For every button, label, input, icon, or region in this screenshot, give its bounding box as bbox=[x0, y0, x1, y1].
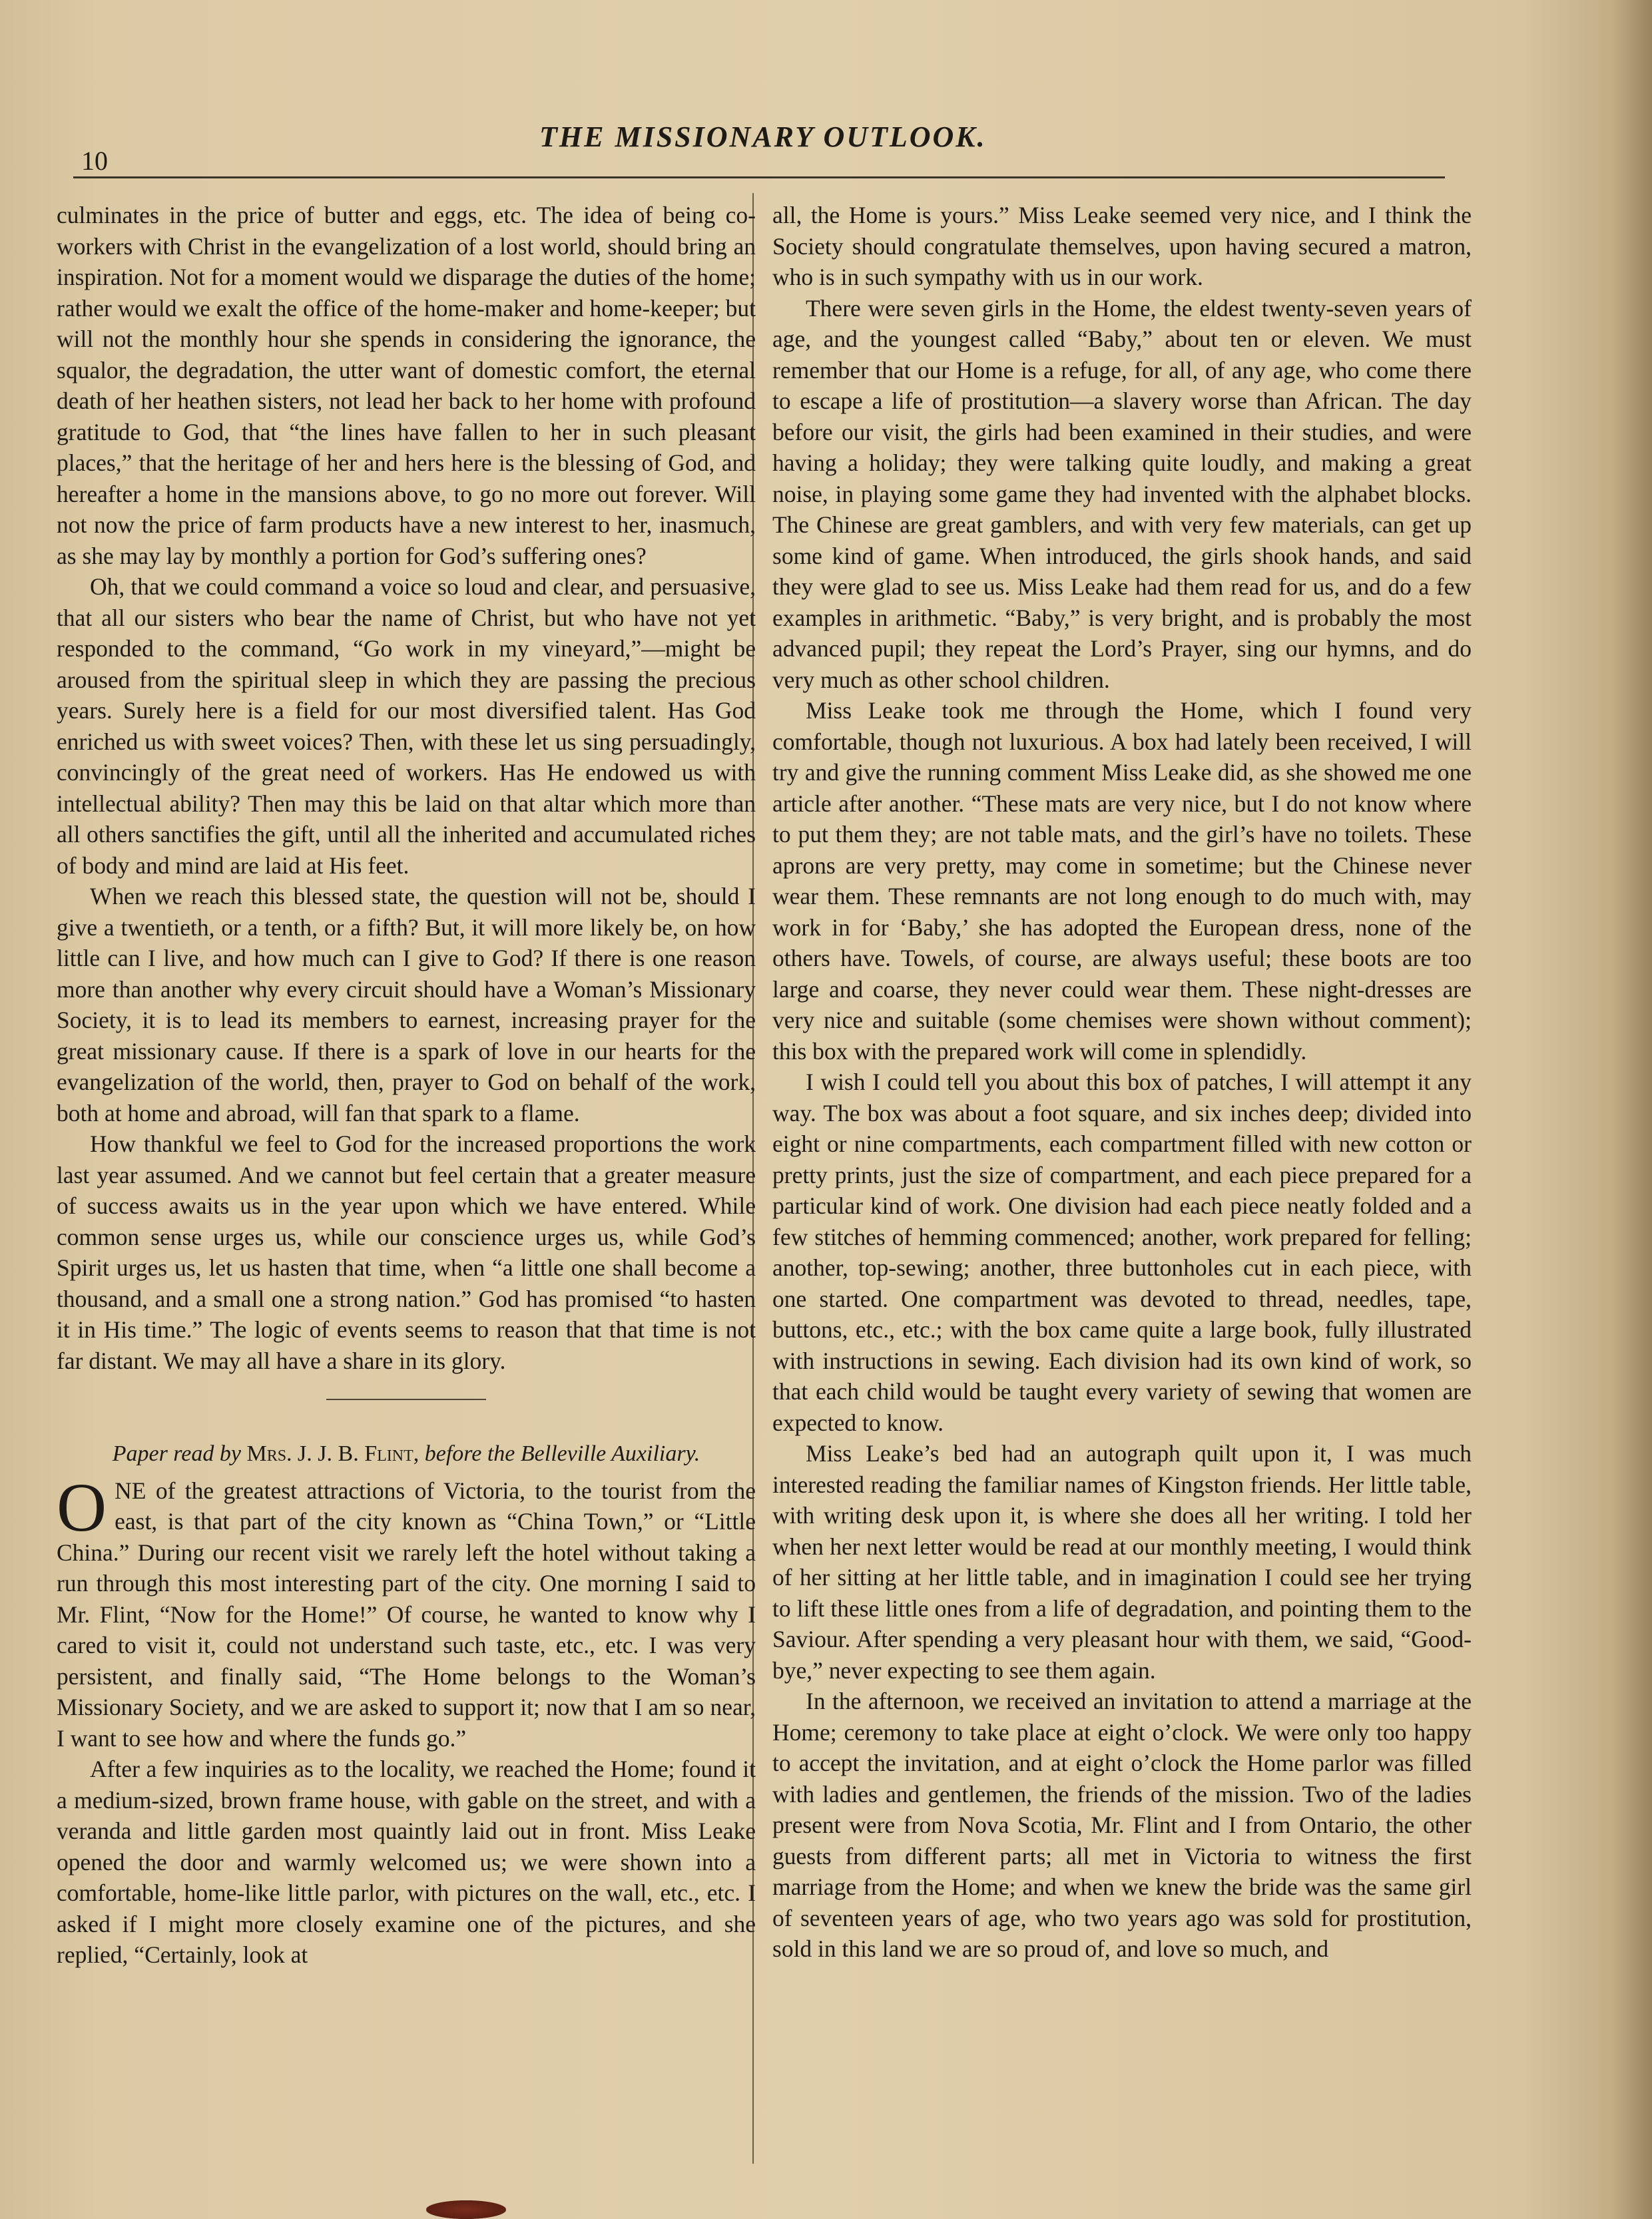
separator-rule bbox=[326, 1399, 486, 1400]
paragraph: There were seven girls in the Home, the eldest twenty-seven years of age, and the youngest called “Baby,” about ten or eleven. We must remember that our Home is a refuge, for all, of any age, who come there to escape a life of prostitution—a slavery worse than African. The day before our visit, the girls had been examined in their studies, and were having a holiday; they were talking quite loudly, and making a great noise, in playing some game they had invented with the alphabet blocks. The Chinese are great gamblers, and with very few materials, can get up some kind of game. When introduced, the girls shook hands, and said they were glad to see us. Miss Leake had them read for us, and do a few examples in arithmetic. “Baby,” is very bright, and is probably the most advanced pupil; they repeat the Lord’s Prayer, sing our hymns, and do very much as other school children. bbox=[772, 294, 1472, 693]
right-column bbox=[772, 200, 1472, 2170]
paragraph: Oh, that we could command a voice so loud and clear, and persuasive, that all our sisters who bear the name of Christ, but who have not yet responded to the command, “Go work in my vineyard,”—might be aroused from the spiritual sleep in which they are passing the precious years. Surely here is a field for our most diversified talent. Has God enriched us with sweet voices? Then, with these let us sing persuadingly, convincingly of the great need of workers. Has He endowed us with intellectual ability? Then may this be laid on that altar which more than all others sanctifies the gift, until all the inherited and accumulated riches of body and mind are laid at His feet. bbox=[57, 573, 756, 879]
paragraph: Miss Leake’s bed had an autograph quilt upon it, I was much interested reading the familiar names of Kingston friends. Her little table, with writing desk upon it, is where she does all her writing. I told her when her next letter would be read at our monthly meeting, I would think of her sitting at her little table, and in imagination I could see her trying to lift these little ones from a life of degradation, and pointing them to the Saviour. After spending a very pleasant hour with them, we said, “Good-bye,” never expecting to see them again. bbox=[772, 1440, 1472, 1684]
paragraph: When we reach this blessed state, the question will not be, should I give a twentieth, or a tenth, or a fifth? But, it will more likely be, on how little can I live, and how much can I give to God? If there is one reason more than another why every circuit should have a Woman’s Missionary Society, it is to lead its members to earnest, increasing prayer for the great missionary cause. If there is a spark of love in our hearts for the evangelization of the world, then, prayer to God on behalf of the work, both at home and abroad, will fan that spark to a flame. bbox=[57, 883, 756, 1126]
thumb-shadow bbox=[426, 2200, 506, 2219]
paragraph: How thankful we feel to God for the increased proportions the work last year assumed. And we cannot but feel certain that a greater measure of success awaits us in the year upon which we have entered. While common sense urges us, while our conscience urges us, while God’s Spirit urges us, let us hasten that time, when “a little one shall become a thousand, and a small one a strong nation.” God has promised “to hasten it in His time.” The logic of events seems to reason that that time is not far distant. We may all have a share in its glory. bbox=[57, 1130, 756, 1374]
byline bbox=[57, 1439, 756, 1469]
left-column bbox=[57, 200, 756, 2164]
paragraph: After a few inquiries as to the locality, we reached the Home; found it a medium-sized, brown frame house, with gable on the street, and with a veranda and little garden most quaintly laid out in front. Miss Leake opened the door and warmly welcomed us; we were shown into a comfortable, home-like little parlor, with pictures on the wall, etc., etc. I asked if I might more closely examine one of the pictures, and she replied, “Certainly, look at bbox=[57, 1756, 756, 1968]
paragraph: Miss Leake took me through the Home, which I found very comfortable, though not luxurious. A box had lately been received, I will try and give the running comment Miss Leake did, as she showed me one article after another. “These mats are very nice, but I do not know where to put them they; are not table mats, and the girl’s have no toilets. These aprons are very pretty, may come in sometime; but the Chinese never wear them. These remnants are not long enough to do much with, may work in for ‘Baby,’ she has adopted the European dress, none of the others have. Towels, of course, are always useful; these boots are too large and coarse, they never could wear them. These night-dresses are very nice and suitable (some chemises were shown without comment); this box with the prepared work will come in splendidly. bbox=[772, 697, 1472, 1065]
byline-prefix: Paper read by bbox=[112, 1441, 241, 1466]
dropcap-paragraph-text: NE of the greatest attractions of Victoria, to the tourist from the east, is that part of the city known as “China Town,” or “Little China.” During our recent visit we rarely left the hotel without taking a run through this most interesting part of the city. One morning I said to Mr. Flint, “Now for the Home!” Of course, he wanted to know why I cared to visit it, could not understand such taste, etc., etc. I was very persistent, and finally said, “The Home belongs to the Woman’s Missionary Society, and we are asked to support it; now that I am so near, I want to see how and where the funds go.” bbox=[57, 1477, 756, 1752]
drop-cap: O bbox=[57, 1469, 107, 1546]
paragraph: all, the Home is yours.” Miss Leake seemed very nice, and I think the Society should congratulate themselves, upon having secured a matron, who is in such sympathy with us in our work. bbox=[772, 202, 1472, 290]
page-header bbox=[73, 107, 1445, 180]
journal-title: THE MISSIONARY OUTLOOK. bbox=[539, 121, 987, 153]
paragraph: In the afternoon, we received an invitation to attend a marriage at the Home; ceremony to take place at eight o’clock. We were only too happy to accept the invitation, and at eight o’clock the Home parlor was filled with ladies and gentlemen, the friends of the mission. Two of the ladies present were from Nova Scotia, Mr. Flint and I from Ontario, the other guests from different parts; all met in Victoria to witness the first marriage from the Home; and when we knew the bride was the same girl of seventeen years of age, who two years ago was sold for prostitution, sold in this land we are so proud of, and love so much, and bbox=[772, 1688, 1472, 1962]
byline-author: Mrs. J. J. B. Flint, bbox=[246, 1441, 419, 1466]
section-separator bbox=[57, 1381, 756, 1413]
header-rule bbox=[73, 176, 1445, 178]
page-number: 10 bbox=[81, 146, 108, 176]
page-edge-shadow bbox=[1612, 0, 1652, 2219]
paragraph: culminates in the price of butter and eggs, etc. The idea of being co-workers with Christ in the evangelization of a lost world, should bring an inspiration. Not for a moment would we disparage the duties of the home; rather would we exalt the office of the home-maker and home-keeper; but will not the monthly hour she spends in considering the ignorance, the squalor, the degradation, the utter want of domestic comfort, the eternal death of her heathen sisters, not lead her back to her home with profound gratitude to God, that “the lines have fallen to her in such pleasant places,” that the heritage of her and hers here is the blessing of God, and hereafter a home in the mansions above, to go no more out forever. Will not now the price of farm products have a new interest to her, inasmuch, as she may lay by monthly a portion for God’s suffering ones? bbox=[57, 202, 756, 569]
paragraph-dropcap bbox=[57, 1469, 756, 1754]
byline-suffix: before the Belleville Auxiliary. bbox=[424, 1441, 700, 1466]
paragraph: I wish I could tell you about this box of patches, I will attempt it any way. The box was about a foot square, and six inches deep; divided into eight or nine compartments, each compartment filled with new cotton or pretty prints, just the size of compartment, and each piece prepared for a particular kind of work. One division had each piece neatly folded and a few stitches of hemming commenced; another, work prepared for felling; another, top-sewing; another, three buttonholes cut in each piece, with one started. One compartment was devoted to thread, needles, tape, buttons, etc., etc.; with the box came quite a large book, fully illustrated with instructions in sewing. Each division had its own kind of work, so that each child would be taught every variety of sewing that women are expected to know. bbox=[772, 1069, 1472, 1436]
